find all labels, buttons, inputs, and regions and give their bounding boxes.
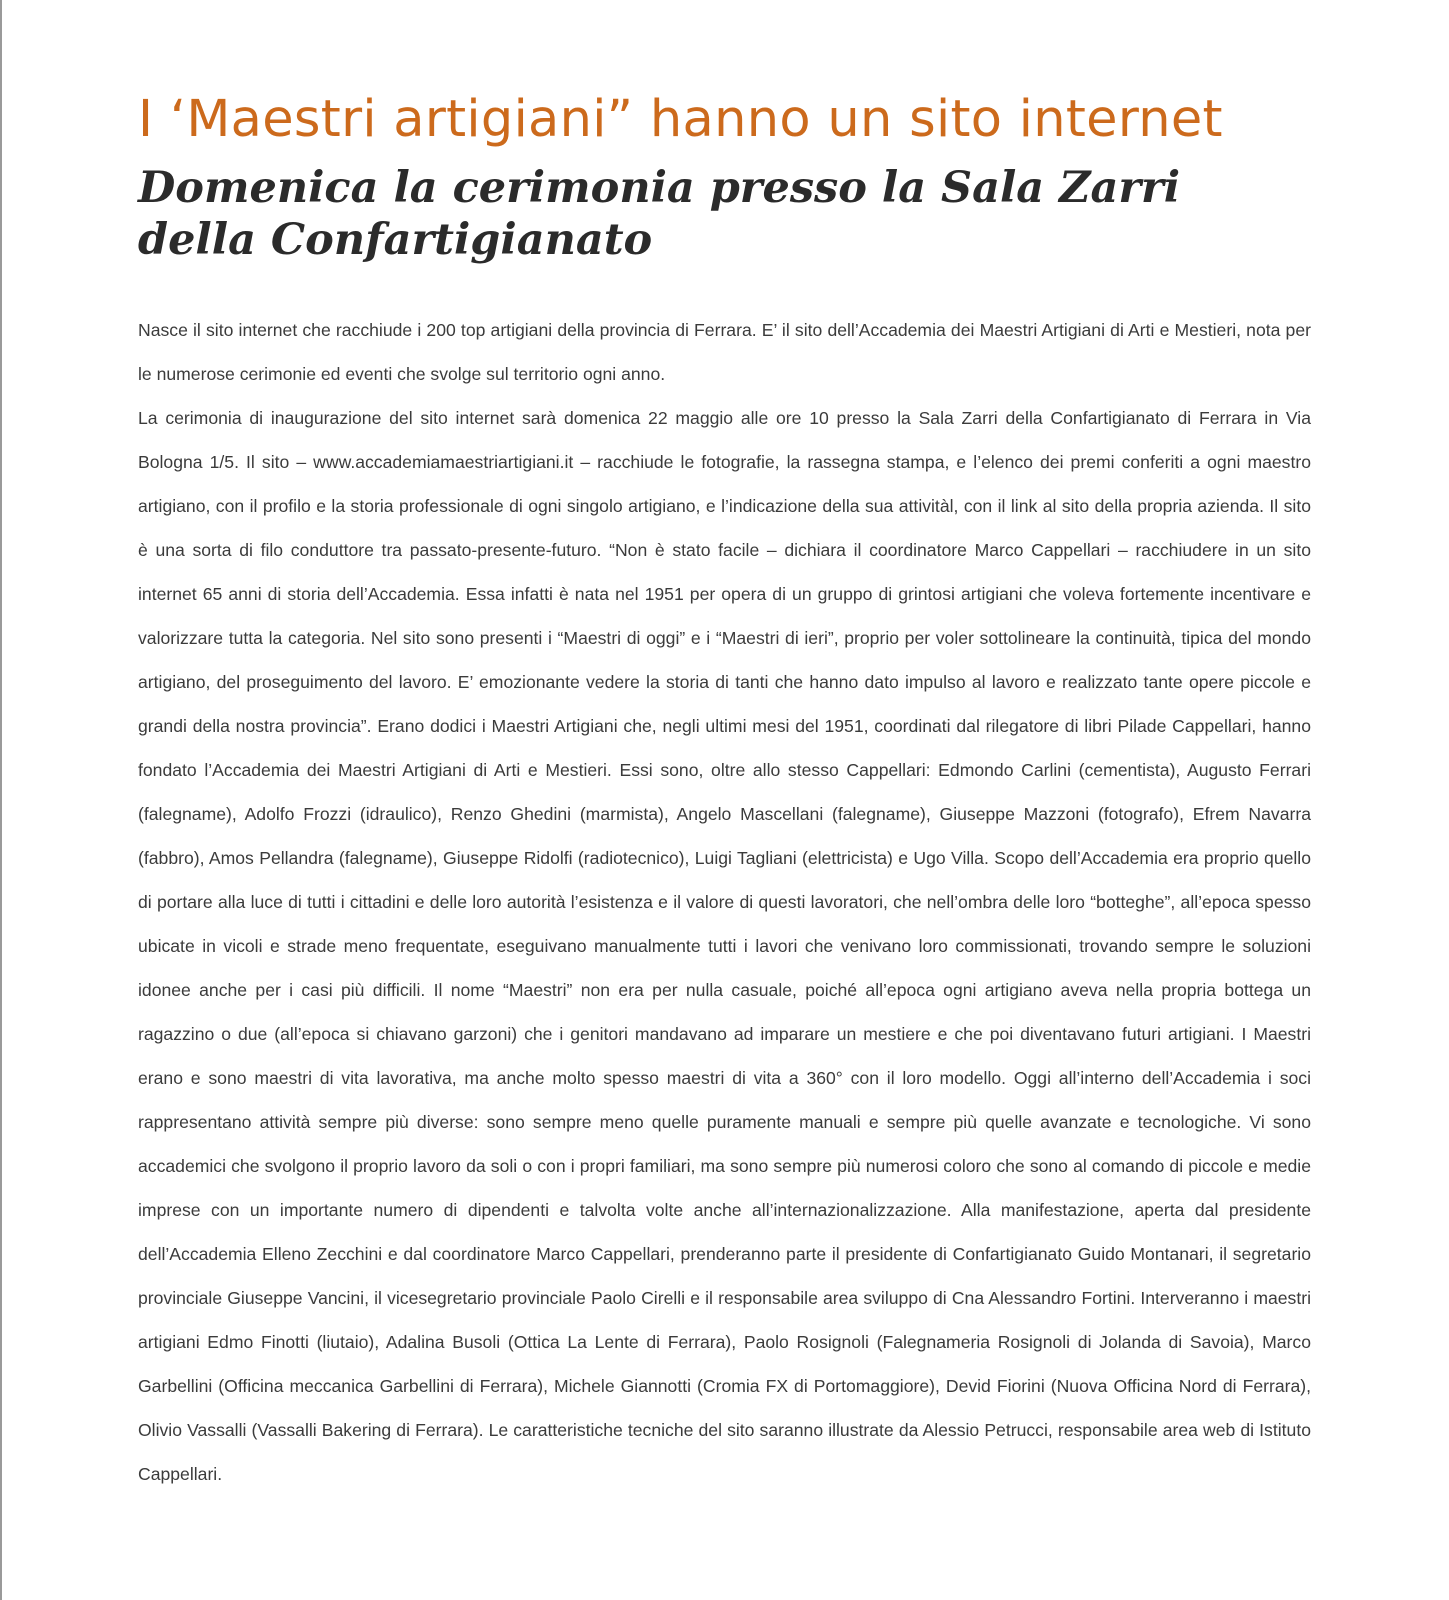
article [138,88,1311,1496]
article-body [138,308,1311,1496]
article-paragraph-main: La cerimonia di inaugurazione del sito internet sarà domenica 22 maggio alle ore 10 presso la Sala Zarri della Confartigianato di Ferrara in Via Bologna 1/5. Il sito – www.accademiamaestriartigiani.it – racchiude le fotografie, la rassegna stampa, e l’elenco dei premi conferiti a ogni maestro artigiano, con il profilo e la storia professionale di ogni singolo artigiano, e l’indicazione della sua attivitàl, con il link al sito della propria azienda. Il sito è una sorta di filo conduttore tra passato-presente-futuro. “Non è stato facile – dichiara il coordinatore Marco Cappellari – racchiudere in un sito internet 65 anni di storia dell’Accademia. Essa infatti è nata nel 1951 per opera di un gruppo di grintosi artigiani che voleva fortemente incentivare e valorizzare tutta la categoria. Nel sito sono presenti i “Maestri di oggi” e i “Maestri di ieri”, proprio per voler sottolineare la continuità, tipica del mondo artigiano, del proseguimento del lavoro. E’ emozionante vedere la storia di tanti che hanno dato impulso al lavoro e realizzato tante opere piccole e grandi della nostra provincia”. Erano dodici i Maestri Artigiani che, negli ultimi mesi del 1951, coordinati dal rilegatore di libri Pilade Cappellari, hanno fondato l’Accademia dei Maestri Artigiani di Arti e Mestieri. Essi sono, oltre allo stesso Cappellari: Edmondo Carlini (cementista), Augusto Ferrari (falegname), Adolfo Frozzi (idraulico), Renzo Ghedini (marmista), Angelo Mascellani (falegname), Giuseppe Mazzoni (fotografo), Efrem Navarra (fabbro), Amos Pellandra (falegname), Giuseppe Ridolfi (radiotecnico), Luigi Tagliani (elettricista) e Ugo Villa. Scopo dell’Accademia era proprio quello di portare alla luce di tutti i cittadini e delle loro autorità l’esistenza e il valore di questi lavoratori, che nell’ombra delle loro “botteghe”, all’epoca spesso ubicate in vicoli e strade meno frequentate, eseguivano manualmente tutti i lavori che venivano loro commissionati, trovando sempre le soluzioni idonee anche per i casi più difficili. Il nome “Maestri” non era per nulla casuale, poiché all’epoca ogni artigiano aveva nella propria bottega un ragazzino o due (all’epoca si chiavano garzoni) che i genitori mandavano ad imparare un mestiere e che poi diventavano futuri artigiani. I Maestri erano e sono maestri di vita lavorativa, ma anche molto spesso maestri di vita a 360° con il loro modello. Oggi all’interno dell’Accademia i soci rappresentano attività sempre più diverse: sono sempre meno quelle puramente manuali e sempre più quelle avanzate e tecnologiche. Vi sono accademici che svolgono il proprio lavoro da soli o con i propri familiari, ma sono sempre più numerosi coloro che sono al comando di piccole e medie imprese con un importante numero di dipendenti e talvolta volte anche all’internazionalizzazione. Alla manifestazione, aperta dal presidente dell’Accademia Elleno Zecchini e dal coordinatore Marco Cappellari, prenderanno parte il presidente di Confartigianato Guido Montanari, il segretario provinciale Giuseppe Vancini, il vicesegretario provinciale Paolo Cirelli e il responsabile area sviluppo di Cna Alessandro Fortini. Interveranno i maestri artigiani Edmo Finotti (liutaio), Adalina Busoli (Ottica La Lente di Ferrara), Paolo Rosignoli (Falegnameria Rosignoli di Jolanda di Savoia), Marco Garbellini (Officina meccanica Garbellini di Ferrara), Michele Giannotti (Cromia FX di Portomaggiore), Devid Fiorini (Nuova Officina Nord di Ferrara), Olivio Vassalli (Vassalli Bakering di Ferrara). Le caratteristiche tecniche del sito saranno illustrate da Alessio Petrucci, responsabile area web di Istituto Cappellari. [138,408,1311,1484]
page-edge [0,0,2,1600]
article-paragraph-intro: Nasce il sito internet che racchiude i 200 top artigiani della provincia di Ferrara. E’ il sito dell’Accademia dei Maestri Artigiani di Arti e Mestieri, nota per le numerose cerimonie ed eventi che svolge sul territorio ogni anno. [138,320,1311,384]
article-subheadline: Domenica la cerimonia presso la Sala Zarri della Confartigianato [138,163,1181,265]
article-headline: I ‘Maestri artigiani” hanno un sito internet [138,90,1223,149]
